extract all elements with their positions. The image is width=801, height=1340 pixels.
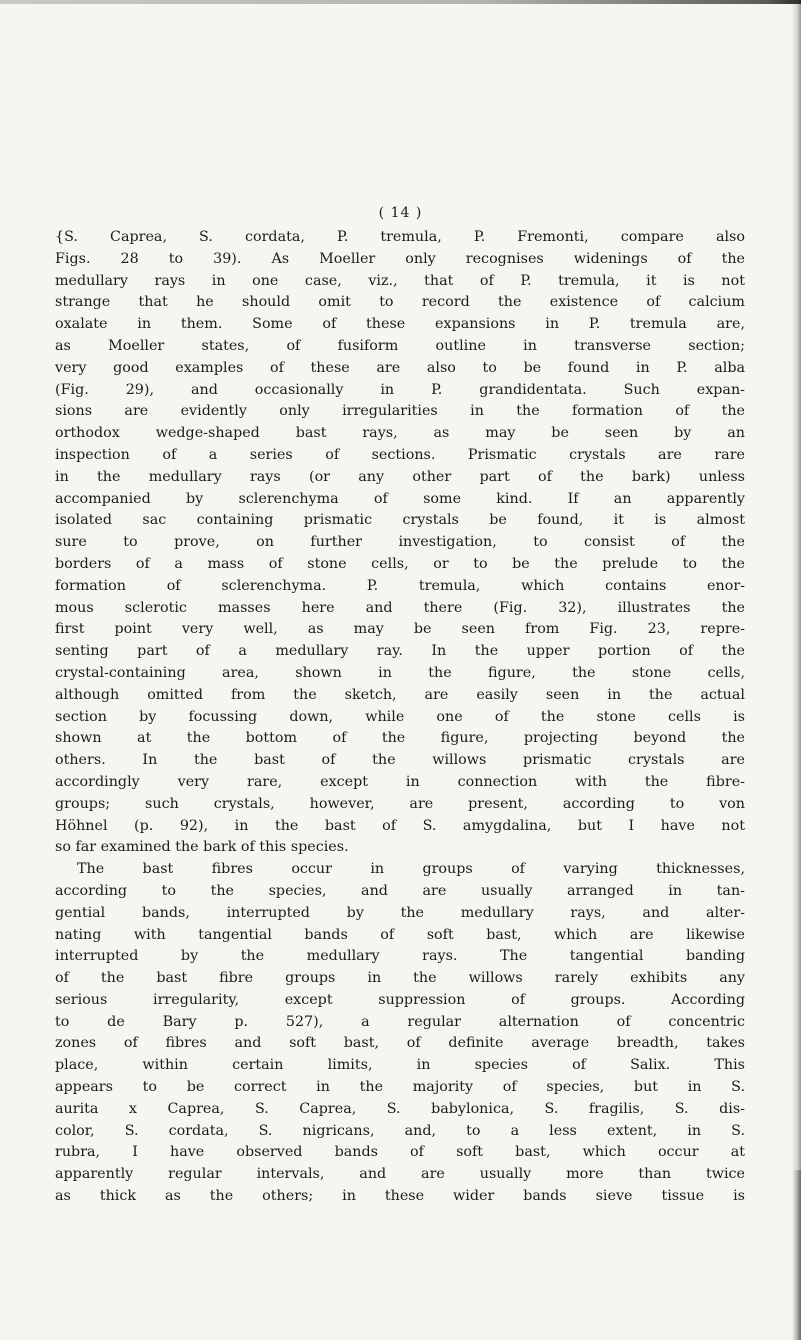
text-line: oxalate in them. Some of these expansions in P. tremula are, bbox=[55, 316, 745, 333]
text-line: rubra, I have observed bands of soft bast, which occur at bbox=[55, 1144, 745, 1161]
text-line: appears to be correct in the majority of species, but in S. bbox=[55, 1079, 745, 1096]
text-line: borders of a mass of stone cells, or to be the prelude to the bbox=[55, 555, 745, 572]
text-line: interrupted by the medullary rays. The tangential banding bbox=[55, 948, 745, 965]
text-line: sions are evidently only irregularities in the formation of the bbox=[55, 403, 745, 420]
text-line: as Moeller states, of fusiform outline in transverse section; bbox=[55, 337, 745, 354]
text-line: (Fig. 29), and occasionally in P. grandidentata. Such expan- bbox=[55, 381, 745, 398]
text-line: of the bast fibre groups in the willows rarely exhibits any bbox=[55, 970, 745, 987]
text-line: sure to prove, on further investigation, to consist of the bbox=[55, 534, 745, 551]
text-line: section by focussing down, while one of the stone cells is bbox=[55, 708, 745, 725]
text-line: orthodox wedge-shaped bast rays, as may be seen by an bbox=[55, 425, 745, 442]
text-line: Figs. 28 to 39). As Moeller only recognises widenings of the bbox=[55, 250, 745, 267]
text-line: first point very well, as may be seen from Fig. 23, repre- bbox=[55, 621, 745, 638]
text-line: to de Bary p. 527), a regular alternation of concentric bbox=[55, 1013, 745, 1030]
text-line: serious irregularity, except suppression of groups. According bbox=[55, 991, 745, 1008]
text-line: according to the species, and are usually arranged in tan- bbox=[55, 882, 745, 899]
text-line: nating with tangential bands of soft bast, which are likewise bbox=[55, 926, 745, 943]
paragraph-end-line: so far examined the bark of this species. bbox=[55, 839, 349, 856]
text-line: mous sclerotic masses here and there (Fig. 32), illustrates the bbox=[55, 599, 745, 616]
text-line: shown at the bottom of the figure, projecting beyond the bbox=[55, 730, 745, 747]
text-line: medullary rays in one case, viz., that of P. tremula, it is not bbox=[55, 272, 745, 289]
page-number: ( 14 ) bbox=[378, 205, 423, 221]
text-line: senting part of a medullary ray. In the upper portion of the bbox=[55, 643, 745, 660]
text-line: crystal-containing area, shown in the figure, the stone cells, bbox=[55, 664, 745, 681]
text-line: isolated sac containing prismatic crystals be found, it is almost bbox=[55, 512, 745, 529]
text-line: groups; such crystals, however, are present, according to von bbox=[55, 795, 745, 812]
text-line: although omitted from the sketch, are easily seen in the actual bbox=[55, 686, 745, 703]
paragraph-start-line: The bast fibres occur in groups of varying thicknesses, bbox=[77, 861, 745, 878]
text-line: accordingly very rare, except in connection with the fibre- bbox=[55, 773, 745, 790]
text-line: very good examples of these are also to be found in P. alba bbox=[55, 359, 745, 376]
text-line: place, within certain limits, in species of Salix. This bbox=[55, 1057, 745, 1074]
text-line: strange that he should omit to record the existence of calcium bbox=[55, 294, 745, 311]
text-line: inspection of a series of sections. Prismatic crystals are rare bbox=[55, 446, 745, 463]
text-line: others. In the bast of the willows prismatic crystals are bbox=[55, 752, 745, 769]
text-line: {S. Caprea, S. cordata, P. tremula, P. Fremonti, compare also bbox=[55, 229, 745, 245]
text-line: gential bands, interrupted by the medullary rays, and alter- bbox=[55, 904, 745, 921]
text-line: formation of sclerenchyma. P. tremula, which contains enor- bbox=[55, 577, 745, 594]
text-line: accompanied by sclerenchyma of some kind. If an apparently bbox=[55, 490, 745, 507]
page-right-edge-dark-shadow bbox=[793, 1170, 801, 1340]
text-line: in the medullary rays (or any other part of the bark) unless bbox=[55, 468, 745, 485]
text-line: color, S. cordata, S. nigricans, and, to a less extent, in S. bbox=[55, 1122, 745, 1139]
text-line: Höhnel (p. 92), in the bast of S. amygdalina, but I have not bbox=[55, 817, 745, 834]
text-line: as thick as the others; in these wider bands sieve tissue is bbox=[55, 1188, 745, 1205]
text-line: aurita x Caprea, S. Caprea, S. babylonica, S. fragilis, S. dis- bbox=[55, 1100, 745, 1117]
text-line: zones of fibres and soft bast, of definite average breadth, takes bbox=[55, 1035, 745, 1052]
body-text bbox=[55, 227, 745, 1208]
page-top-edge bbox=[0, 0, 801, 4]
page-right-edge-shadow bbox=[791, 0, 801, 1340]
text-line: apparently regular intervals, and are usually more than twice bbox=[55, 1166, 745, 1183]
